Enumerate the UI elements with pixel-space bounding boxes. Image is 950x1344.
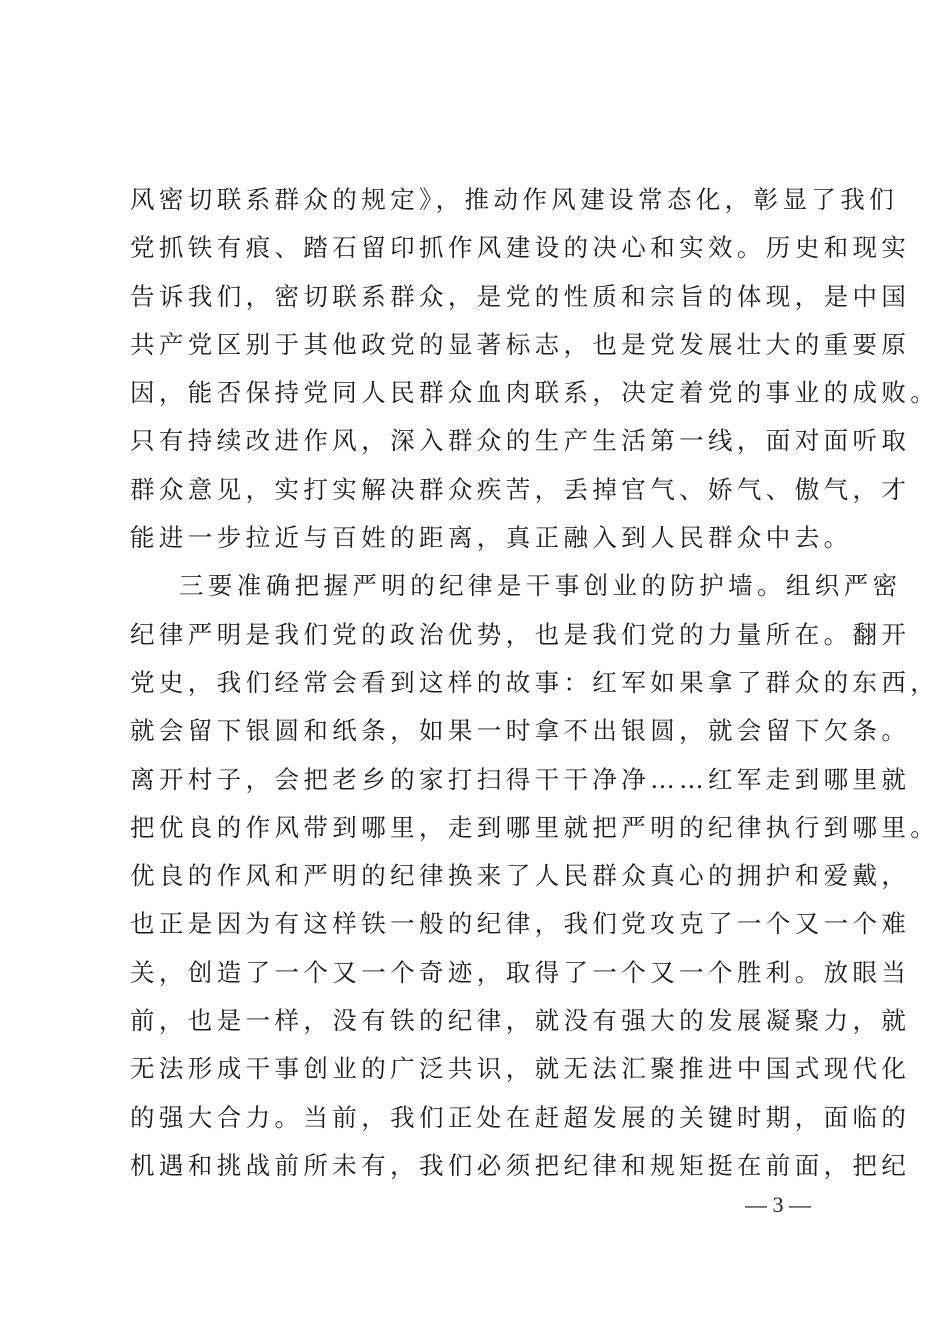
- text-line: 也正是因为有这样铁一般的纪律，我们党攻克了一个又一个难: [130, 909, 911, 939]
- text-line: 把优良的作风带到哪里，走到哪里就把严明的纪律执行到哪里。: [130, 812, 940, 842]
- text-line: 风密切联系群众的规定》，推动作风建设常态化，彰显了我们: [130, 185, 899, 214]
- text-line: 关，创造了一个又一个奇迹，取得了一个又一个胜利。放眼当: [130, 957, 911, 987]
- text-line: 党史，我们经常会看到这样的故事：红军如果拿了群众的东西，: [130, 667, 940, 697]
- body-text: [130, 176, 940, 1190]
- text-line: 机遇和挑战前所未有，我们必须把纪律和规矩挺在前面，把纪: [130, 1150, 911, 1180]
- text-line: 就会留下银圆和纸条，如果一时拿不出银圆，就会留下欠条。: [130, 716, 911, 746]
- text-line: 优良的作风和严明的纪律换来了人民群众真心的拥护和爱戴，: [130, 861, 911, 891]
- page-number: — 3 —: [745, 1192, 811, 1217]
- text-line: 因，能否保持党同人民群众血肉联系，决定着党的事业的成败。: [130, 378, 940, 408]
- text-line: 党抓铁有痕、踏石留印抓作风建设的决心和实效。历史和现实: [130, 233, 911, 263]
- text-line: 无法形成干事创业的广泛共识，就无法汇聚推进中国式现代化: [130, 1054, 911, 1084]
- text-line: 离开村子，会把老乡的家打扫得干干净净……红军走到哪里就: [130, 764, 911, 794]
- text-line: 告诉我们，密切联系群众，是党的性质和宗旨的体现，是中国: [130, 281, 911, 311]
- text-line: 纪律严明是我们党的政治优势，也是我们党的力量所在。翻开: [130, 619, 911, 649]
- text-line: 前，也是一样，没有铁的纪律，就没有强大的发展凝聚力，就: [130, 1006, 911, 1036]
- paragraph-start-line: 三要准确把握严明的纪律是干事创业的防护墙。组织严密: [179, 571, 902, 601]
- text-line: 只有持续改进作风，深入群众的生产生活第一线，面对面听取: [130, 426, 911, 456]
- text-line: 共产党区别于其他政党的显著标志，也是党发展壮大的重要原: [130, 329, 911, 359]
- text-line: 群众意见，实打实解决群众疾苦，丢掉官气、娇气、傲气，才: [130, 474, 911, 504]
- text-line: 能进一步拉近与百姓的距离，真正融入到人民群众中去。: [130, 523, 853, 553]
- text-line: 的强大合力。当前，我们正处在赶超发展的关键时期，面临的: [130, 1102, 911, 1132]
